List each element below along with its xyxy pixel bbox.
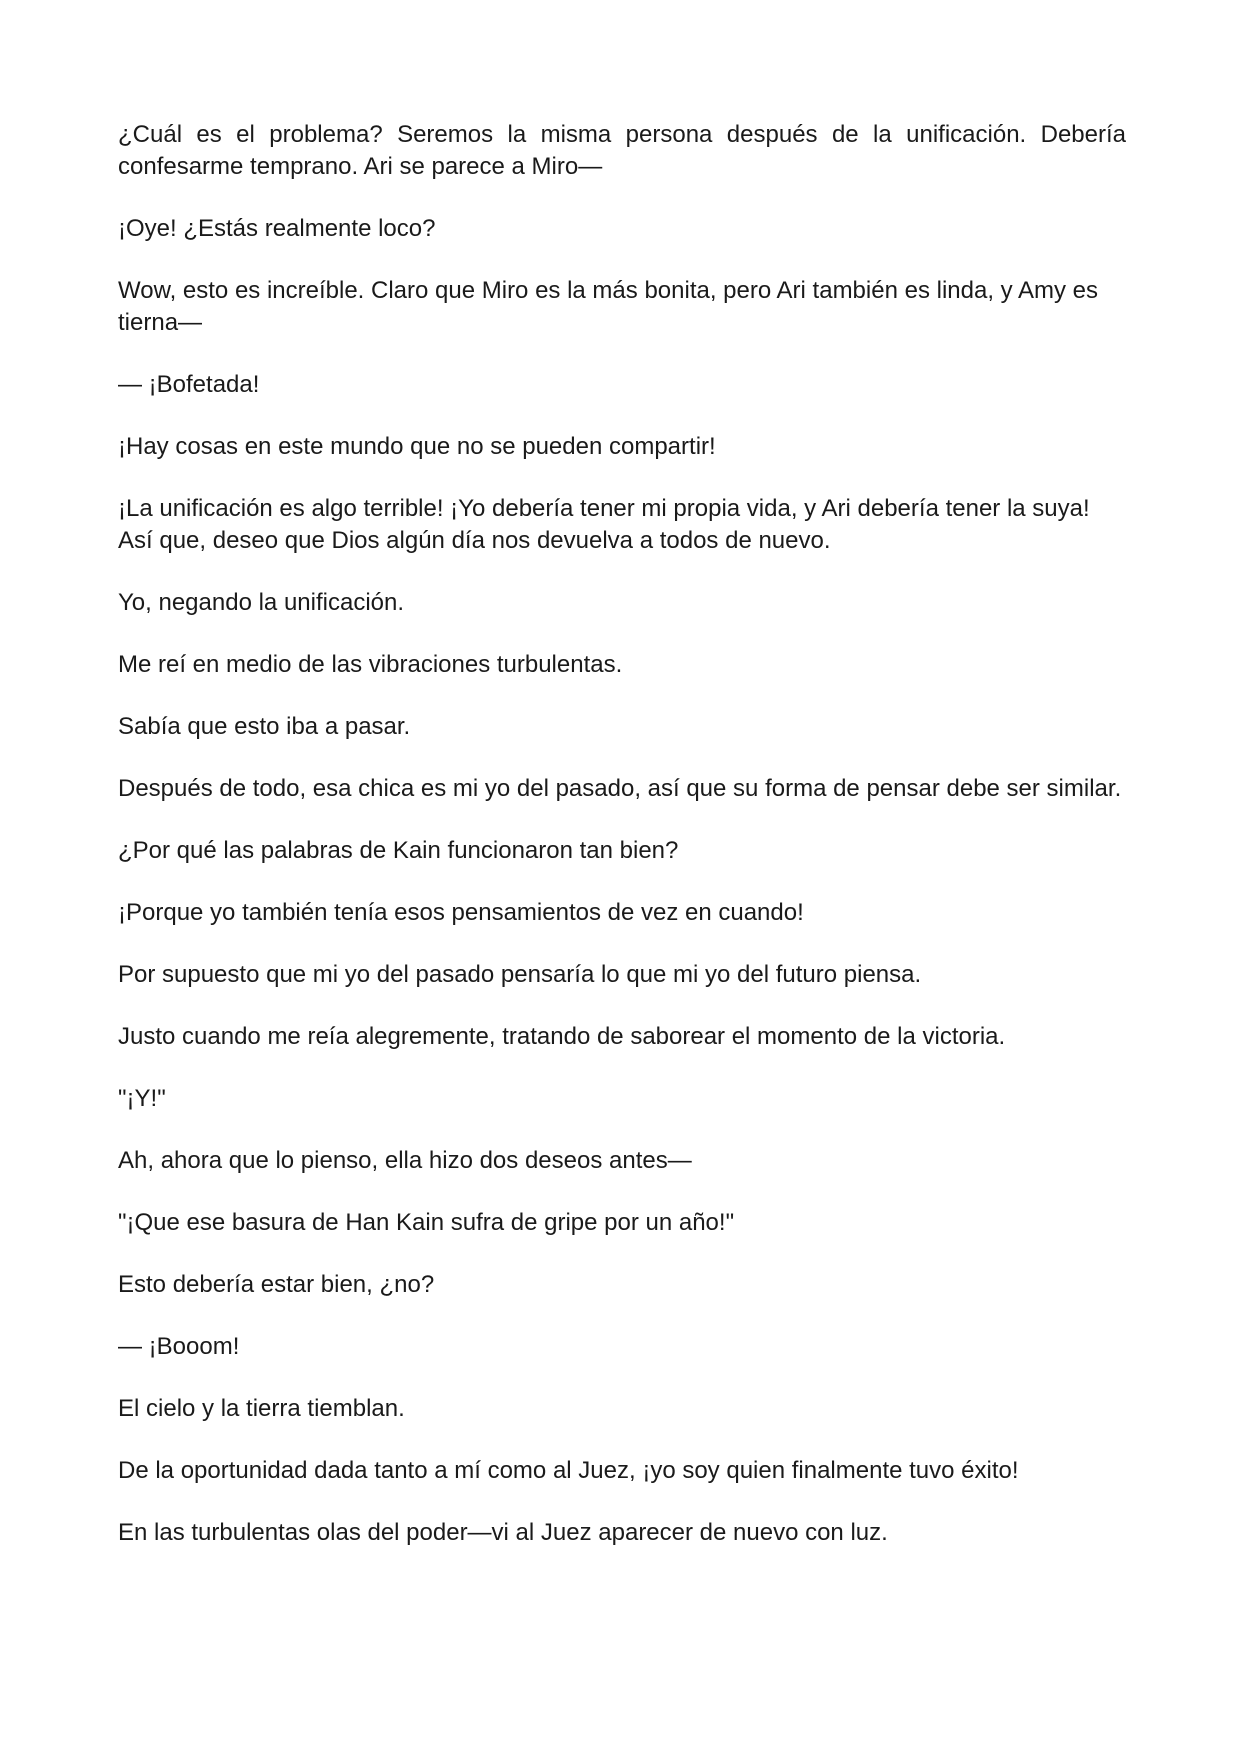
paragraph: Después de todo, esa chica es mi yo del pasado, así que su forma de pensar debe ser similar.	[118, 775, 1122, 802]
document-page	[118, 119, 1126, 1579]
paragraph: — ¡Booom!	[118, 1333, 240, 1360]
paragraph: ¡La unificación es algo terrible! ¡Yo debería tener mi propia vida, y Ari debería tener la suya! Así que, deseo que Dios algún día nos devuelva a todos de nuevo.	[118, 495, 1090, 554]
paragraph: Wow, esto es increíble. Claro que Miro es la más bonita, pero Ari también es linda, y Amy es tierna—	[118, 277, 1099, 336]
paragraph: ¿Por qué las palabras de Kain funcionaron tan bien?	[118, 837, 679, 864]
paragraph: Me reí en medio de las vibraciones turbulentas.	[118, 651, 623, 678]
paragraph: ¡Porque yo también tenía esos pensamientos de vez en cuando!	[118, 899, 804, 926]
paragraph: Justo cuando me reía alegremente, tratando de saborear el momento de la victoria.	[118, 1023, 1006, 1050]
paragraph: El cielo y la tierra tiemblan.	[118, 1395, 405, 1422]
paragraph: Sabía que esto iba a pasar.	[118, 713, 411, 740]
paragraph: Esto debería estar bien, ¿no?	[118, 1271, 435, 1298]
paragraph: Ah, ahora que lo pienso, ella hizo dos deseos antes—	[118, 1147, 692, 1174]
paragraph: En las turbulentas olas del poder—vi al Juez aparecer de nuevo con luz.	[118, 1519, 888, 1546]
paragraph: ¡Oye! ¿Estás realmente loco?	[118, 215, 436, 242]
paragraph: — ¡Bofetada!	[118, 371, 260, 398]
paragraph: ¡Hay cosas en este mundo que no se pueden compartir!	[118, 433, 716, 460]
paragraph: "¡Y!"	[118, 1085, 166, 1112]
paragraph: De la oportunidad dada tanto a mí como al Juez, ¡yo soy quien finalmente tuvo éxito!	[118, 1457, 1019, 1484]
paragraph: "¡Que ese basura de Han Kain sufra de gripe por un año!"	[118, 1209, 735, 1236]
paragraph: ¿Cuál es el problema? Seremos la misma persona después de la unificación. Debería confesarme temprano. Ari se parece a Miro—	[118, 121, 1126, 180]
paragraph: Yo, negando la unificación.	[118, 589, 405, 616]
paragraph: Por supuesto que mi yo del pasado pensaría lo que mi yo del futuro piensa.	[118, 961, 922, 988]
